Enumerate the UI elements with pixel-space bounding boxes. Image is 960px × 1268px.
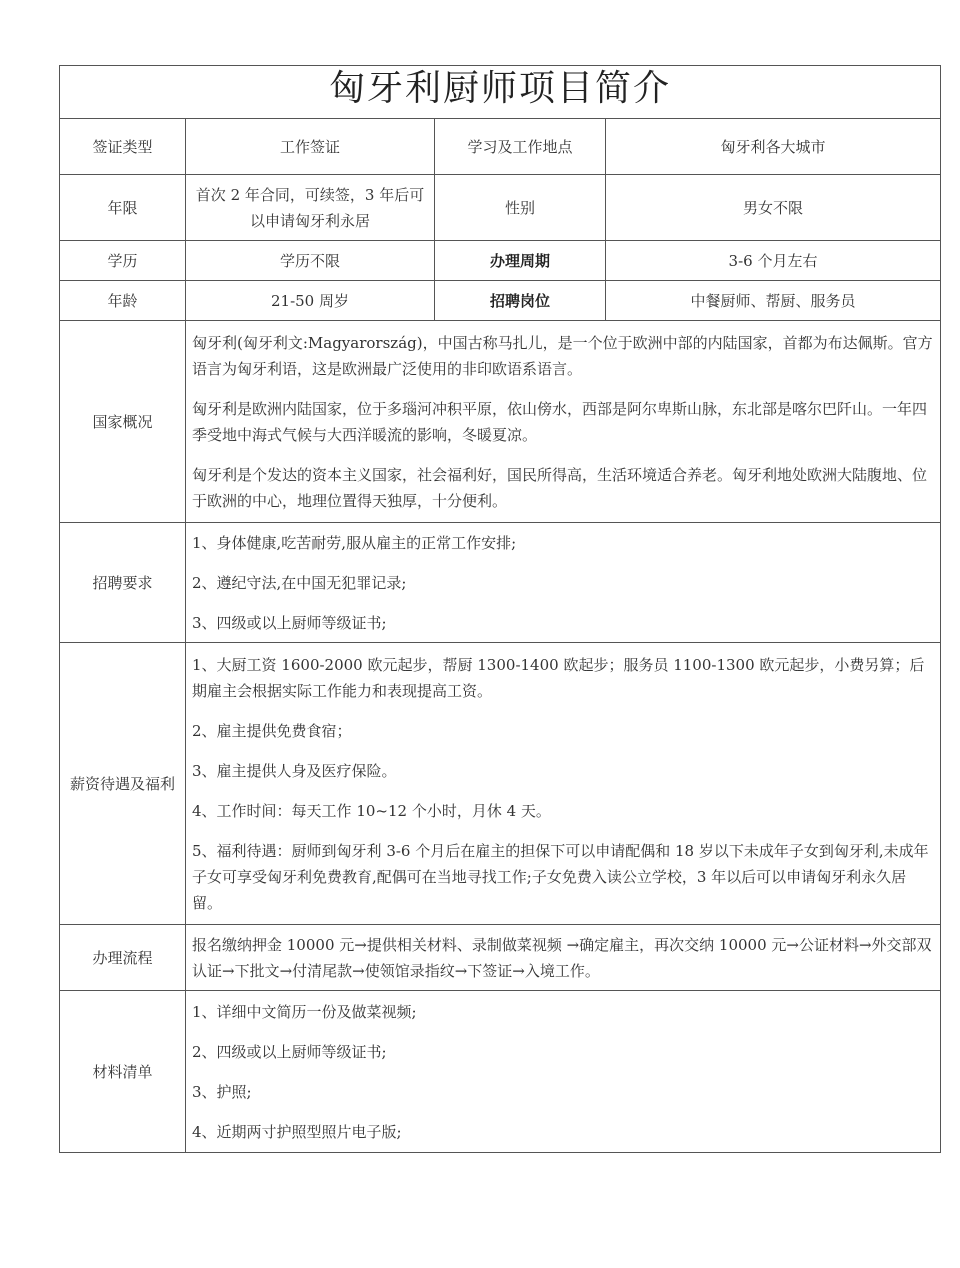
salary-item: 5、福利待遇：厨师到匈牙利 3-6 个月后在雇主的担保下可以申请配偶和 18 岁以下未成年子女到匈牙利,未成年子女可享受匈牙利免费教育,配偶可在当地寻找工作;子女免费入读公立学校，3 年以后可以申请匈牙利永久居留。	[192, 841, 929, 912]
requirements-label: 招聘要求	[60, 523, 186, 643]
requirements-row	[60, 523, 941, 643]
age-label: 年龄	[60, 281, 186, 321]
salary-item: 3、雇主提供人身及医疗保险。	[192, 761, 397, 780]
salary-label: 薪资待遇及福利	[60, 643, 186, 925]
visa-type-value: 工作签证	[186, 119, 435, 175]
country-paragraph: 匈牙利是欧洲内陆国家，位于多瑙河冲积平原，依山傍水，西部是阿尔卑斯山脉，东北部是喀尔巴阡山。一年四季受地中海式气候与大西洋暖流的影响，冬暖夏凉。	[192, 399, 928, 444]
country-label: 国家概况	[60, 321, 186, 523]
processing-period-label: 办理周期	[435, 241, 606, 281]
requirement-item: 2、遵纪守法,在中国无犯罪记录;	[192, 573, 407, 592]
process-body: 报名缴纳押金 10000 元→提供相关材料、录制做菜视频 →确定雇主，再次交纳 10000 元→公证材料→外交部双认证→下批文→付清尾款→使领馆录指纹→下签证→入境工作。	[186, 925, 941, 991]
visa-type-row	[60, 119, 941, 175]
age-row	[60, 281, 941, 321]
materials-row	[60, 991, 941, 1153]
material-item: 3、护照;	[192, 1082, 252, 1101]
material-item: 1、详细中文简历一份及做菜视频;	[192, 1002, 417, 1021]
country-paragraph: 匈牙利(匈牙利文:Magyarország)，中国古称马扎儿，是一个位于欧洲中部的内陆国家，首都为布达佩斯。官方语言为匈牙利语，这是欧洲最广泛使用的非印欧语系语言。	[192, 333, 933, 378]
gender-label: 性别	[435, 175, 606, 241]
process-row	[60, 925, 941, 991]
positions-label: 招聘岗位	[435, 281, 606, 321]
salary-item: 1、大厨工资 1600-2000 欧元起步，帮厨 1300-1400 欧起步；服务员 1100-1300 欧元起步，小费另算；后期雇主会根据实际工作能力和表现提高工资。	[192, 655, 925, 700]
processing-period-value: 3-6 个月左右	[606, 241, 941, 281]
term-label: 年限	[60, 175, 186, 241]
page-title: 匈牙利厨师项目简介	[329, 68, 672, 109]
material-item: 4、近期两寸护照型照片电子版;	[192, 1122, 402, 1141]
materials-body	[186, 991, 941, 1153]
education-row	[60, 241, 941, 281]
materials-label: 材料清单	[60, 991, 186, 1153]
country-paragraph: 匈牙利是个发达的资本主义国家，社会福利好，国民所得高，生活环境适合养老。匈牙利地处欧洲大陆腹地、位于欧洲的中心，地理位置得天独厚，十分便利。	[192, 465, 928, 510]
requirements-body	[186, 523, 941, 643]
salary-body	[186, 643, 941, 925]
title-cell	[60, 66, 941, 119]
term-value: 首次 2 年合同，可续签，3 年后可以申请匈牙利永居	[186, 175, 435, 241]
location-value: 匈牙利各大城市	[606, 119, 941, 175]
title-row	[60, 66, 941, 119]
term-row	[60, 175, 941, 241]
positions-value: 中餐厨师、帮厨、服务员	[606, 281, 941, 321]
country-row	[60, 321, 941, 523]
material-item: 2、四级或以上厨师等级证书;	[192, 1042, 387, 1061]
education-value: 学历不限	[186, 241, 435, 281]
gender-value: 男女不限	[606, 175, 941, 241]
visa-type-label: 签证类型	[60, 119, 186, 175]
document	[59, 65, 940, 1153]
requirement-item: 3、四级或以上厨师等级证书;	[192, 613, 387, 632]
requirement-item: 1、身体健康,吃苦耐劳,服从雇主的正常工作安排;	[192, 533, 517, 552]
salary-item: 4、工作时间：每天工作 10~12 个小时，月休 4 天。	[192, 801, 551, 820]
salary-item: 2、雇主提供免费食宿；	[192, 721, 352, 740]
location-label: 学习及工作地点	[435, 119, 606, 175]
project-table	[59, 65, 941, 1153]
education-label: 学历	[60, 241, 186, 281]
process-label: 办理流程	[60, 925, 186, 991]
salary-row	[60, 643, 941, 925]
country-body	[186, 321, 941, 523]
age-value: 21-50 周岁	[186, 281, 435, 321]
